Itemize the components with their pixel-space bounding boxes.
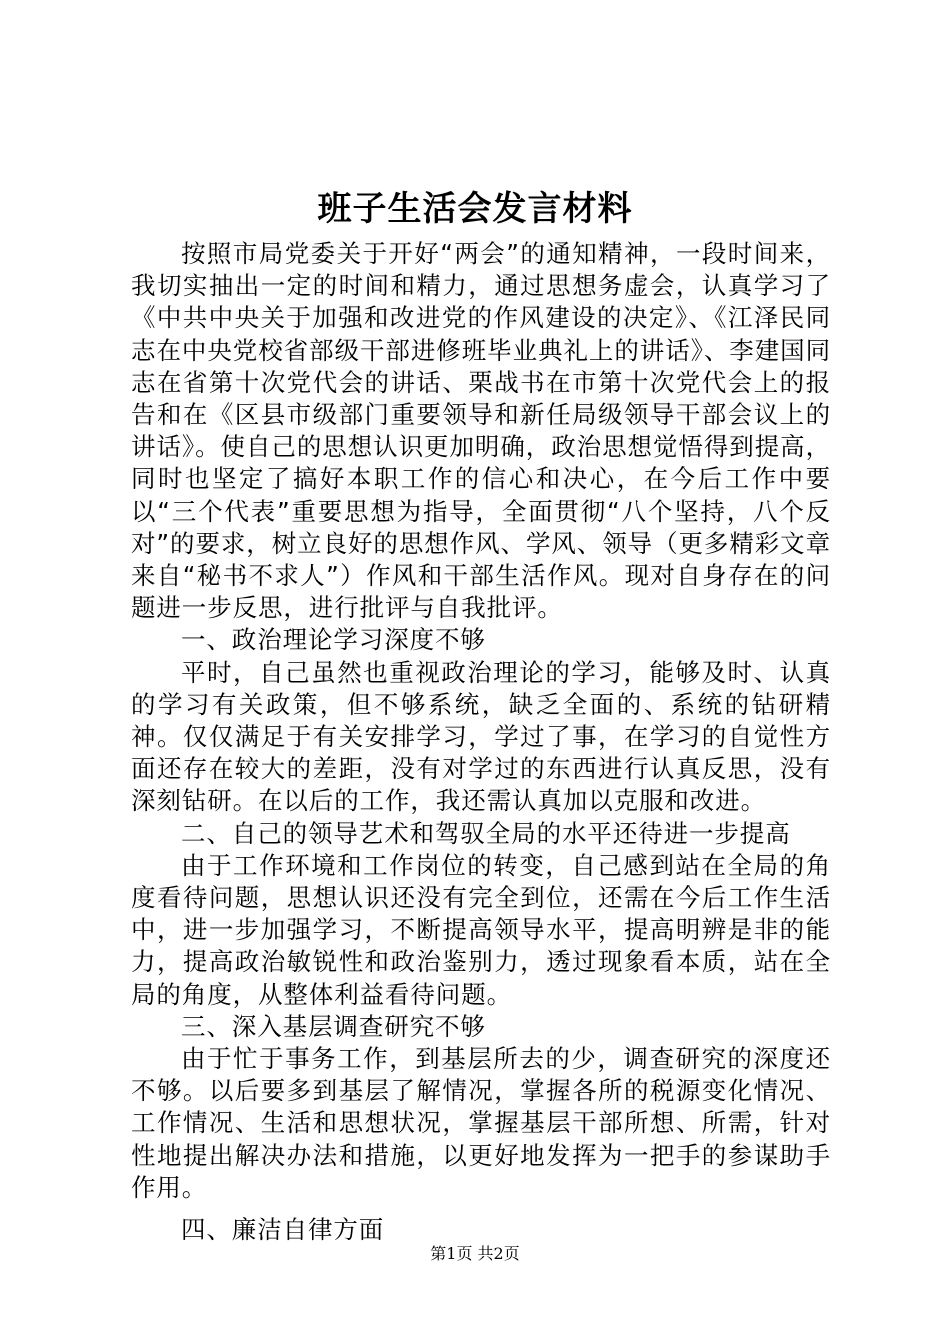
section-heading-2: 二、自己的领导艺术和驾驭全局的水平还待进一步提高 — [181, 818, 791, 848]
paragraph-intro: 按照市局党委关于开好“两会”的通知精神，一段时间来，我切实抽出一定的时间和精力，通过思想务虚会，认真学习了《中共中央关于加强和改进党的作风建设的决定》、《江泽民同志在中央党校省部级干部进修班毕业典礼上的讲话》、李建国同志在省第十次党代会的讲话、栗战书在市第十次党代会上的报告和在《区县市级部门重要领导和新任局级领导干部会议上的讲话》。使自己的思想认识更加明确，政治思想觉悟得到提高，同时也坚定了搞好本职工作的信心和决心，在今后工作中要以“三个代表”重要思想为指导，全面贯彻“八个坚持，八个反对”的要求，树立良好的思想作风、学风、领导（更多精彩文章来自“秘书不求人”）作风和干部生活作风。现对自身存在的问题进一步反思，进行批评与自我批评。 — [131, 239, 831, 623]
paragraph-section-2: 由于工作环境和工作岗位的转变，自己感到站在全局的角度看待问题，思想认识还没有完全到位，还需在今后工作生活中，进一步加强学习，不断提高领导水平，提高明辨是非的能力，提高政治敏锐性和政治鉴别力，透过现象看本质，站在全局的角度，从整体利益看待问题。 — [131, 850, 831, 1009]
paragraph-section-3: 由于忙于事务工作，到基层所去的少，调查研究的深度还不够。以后要多到基层了解情况，掌握各所的税源变化情况、工作情况、生活和思想状况，掌握基层干部所想、所需，针对性地提出解决办法和措施，以更好地发挥为一把手的参谋助手作用。 — [131, 1044, 831, 1202]
page-number-footer: 第1页 共2页 — [430, 1244, 520, 1263]
page-title: 班子生活会发言材料 — [317, 189, 633, 229]
paragraph-section-1: 平时，自己虽然也重视政治理论的学习，能够及时、认真的学习有关政策，但不够系统，缺乏全面的、系统的钻研精神。仅仅满足于有关安排学习，学过了事，在学习的自觉性方面还存在较大的差距，没有对学过的东西进行认真反思，没有深刻钻研。在以后的工作，我还需认真加以克服和改进。 — [131, 657, 831, 816]
section-heading-4: 四、廉洁自律方面 — [181, 1215, 385, 1245]
section-heading-1: 一、政治理论学习深度不够 — [181, 625, 486, 655]
section-heading-3: 三、深入基层调查研究不够 — [181, 1011, 486, 1041]
document-body — [131, 238, 831, 1246]
